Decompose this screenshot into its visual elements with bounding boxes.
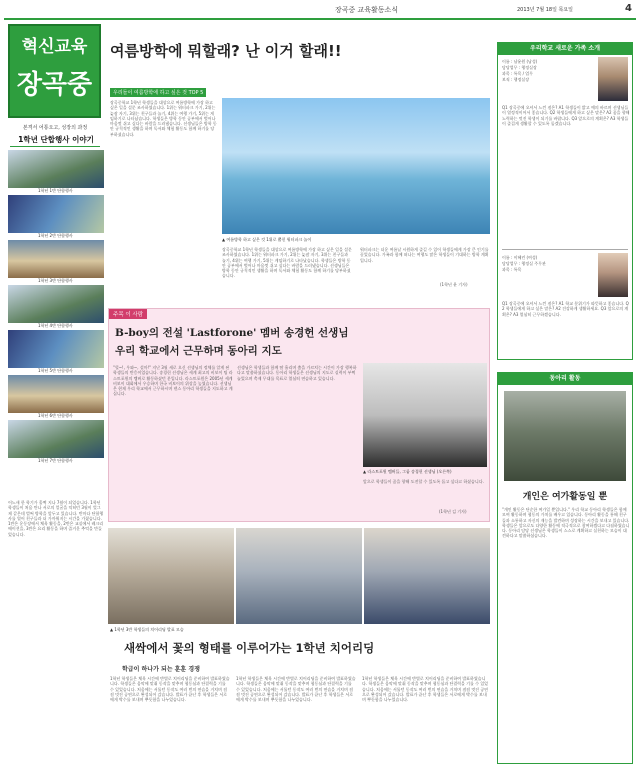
class-photo-label-6: 1학년 6반 단합행사 <box>38 413 73 418</box>
brand-line1: 혁신교육 <box>21 37 88 57</box>
class-photo-label-2: 1학년 2반 단합행사 <box>38 233 73 238</box>
person1-info-3: 보직 : 행정실장 <box>502 77 530 82</box>
class-photo-1 <box>8 150 104 188</box>
person2-qa: Q1 장곡중에 오셔서 느낀 점은? A1 학교 분위기가 따뜻하고 좋습니다. Q2 학생들에게 하고 싶은 말은? A2 건강하게 생활하세요. Q3 앞으로의 계획은? A3 열심히 근무하겠습니다. <box>502 301 629 317</box>
feature-body-col2: 선생님은 학생들과 함께 땀 흘리며 춤을 가르치는 시간이 가장 행복하다고 말씀하셨습니다. 동아리 학생들은 선생님의 지도로 실력이 부쩍 늘었으며 축제 무대를 목표로 열심히 연습하고 있습니다. <box>237 365 357 381</box>
class-photo-label-7: 1학년 7반 단합행사 <box>38 458 73 463</box>
feature-section-tag: 주목 이 사람 <box>109 309 147 319</box>
bboy-photo-caption: ▲ 라스트포원 멤버들, 그룹 송경헌 선생님 (오른쪽) <box>363 469 452 474</box>
article1-col1: 장곡중학교 1학년 학생들을 대상으로 여름방학에 가장 하고 싶은 일을 설문 조사하였습니다. 1위는 워터파크 가기, 2위는 늦잠 자기, 3위는 친구들과 놀기, 4위는 여행 가기, 5위는 게임하기로 나타났습니다. 학생들은 방학 동안 공부에서 벗어나 마음껏 쉬고 싶다는 바람을 드러냈습니다. 선생님들은 방학 동안 규칙적인 생활을 하며 독서와 체험 활동도 함께 하기를 당부하셨습니다. <box>110 100 217 137</box>
class-photo-3 <box>8 240 104 278</box>
cheer-photo-1 <box>108 528 234 624</box>
person2-info-2: 과목 : 특목 <box>502 267 522 272</box>
class-photo-7 <box>8 420 104 458</box>
cheer-subhead: 학급이 하나가 되는 훈훈 경쟁 <box>122 666 200 673</box>
header-date-issue: 2013년 7월 18일 목요일 <box>517 7 574 13</box>
person1-info-2: 과목 : 특목 / 업무 <box>502 71 533 76</box>
article1-col3: 워터파크는 더운 여름날 시원하게 즐길 수 있어 학생들에게 가장 큰 인기를 끌었습니다. 가족과 함께 떠나는 여행도 많은 학생들이 기대하는 방학 계획입니다. <box>360 247 489 263</box>
club-headline: 개인은 여가활동일 뿐 <box>522 492 608 502</box>
page-header <box>5 4 635 18</box>
waterpark-photo <box>222 98 490 234</box>
class-photo-4 <box>8 285 104 323</box>
header-page-number: 4 <box>625 3 632 14</box>
club-body: "개인 활동은 단순한 여가일 뿐입니다." 우리 학교 동아리 학생들은 함께 모여 활동하며 협동의 가치를 배우고 있습니다. 동아리 활동을 통해 친구들과 소통하고 자신의 재능을 발견하며 성장하는 시간을 보내고 있습니다. 학생들은 앞으로도 다양한 활동에 적극적으로 참여하겠다고 다짐하였습니다. 동아리 담당 선생님은 학생들이 스스로 계획하고 실천하는 모습이 대견하다고 말씀하셨습니다. <box>502 507 630 539</box>
cheer-photo-2 <box>236 528 362 624</box>
sidebar-subline: 본격서 어통오고, 성장의 과정 <box>22 125 88 131</box>
class-photo-label-3: 1학년 3반 단합행사 <box>38 278 73 283</box>
top5-label: 우리들이 여름방학에 하고 싶은 것 TOP 5 <box>110 88 206 97</box>
feature-headline-2: 우리 학교에서 근무하며 동아리 지도 <box>115 345 282 357</box>
sidebar-body-text: 어느새 한 학기가 훌쩍 지나 7월이 되었습니다. 1학년 학생들이 처음 만나 서로의 얼굴을 익히던 3월이 엊그제 같은데 벌써 방학을 앞두고 있습니다. 반마다 단합행사를 열어 친구들과 더 가까워지는 시간을 가졌습니다. 1반은 운동장에서 체육 활동을, 2반은 교실에서 레크리에이션을, 3반은 요리 활동을 하며 즐거운 추억을 만들었습니다. <box>8 500 104 537</box>
person2-info-1: 담당업무 : 행정실 주무관 <box>502 261 546 266</box>
new-family-box <box>497 42 633 360</box>
club-box <box>497 372 633 764</box>
bboy-photo <box>363 363 487 467</box>
person1-info-0: 이름 : 남윤원 (남성) <box>502 59 538 64</box>
class-photo-label-5: 1학년 5반 단합행사 <box>38 368 73 373</box>
class-photo-6 <box>8 375 104 413</box>
cheer-body-col2: 1학년 학생들은 체육 시간에 반별로 치어리딩을 준비하여 발표하였습니다. 학생들은 음악에 맞춰 동작을 맞추며 협동심과 단결력을 기를 수 있었습니다. 처음에는 서툴던 동작도 여러 번의 연습을 거치며 점점 멋진 공연으로 완성되어 갔습니다. 발표가 끝난 후 학생들은 서로에게 박수를 보내며 뿌듯함을 나누었습니다. <box>236 676 356 703</box>
new-family-title: 우리학교 새로운 가족 소개 <box>498 43 632 55</box>
person1-info-1: 담당업무 : 행정실장 <box>502 65 537 70</box>
sidebar-feature-title: 1학년 단합행사 이야기 <box>18 135 94 144</box>
cheer-body-col3: 1학년 학생들은 체육 시간에 반별로 치어리딩을 준비하여 발표하였습니다. 학생들은 음악에 맞춰 동작을 맞추며 협동심과 단결력을 기를 수 있었습니다. 처음에는 서툴던 동작도 여러 번의 연습을 거치며 점점 멋진 공연으로 완성되어 갔습니다. 발표가 끝난 후 학생들은 서로에게 박수를 보내며 뿌듯함을 나누었습니다. <box>362 676 489 703</box>
header-section-title: 장곡중 교육활동소식 <box>335 6 399 14</box>
feature-article-box <box>108 308 490 522</box>
feature-body-col3: 앞으로 학생들이 꿈을 향해 도전할 수 있도록 돕고 싶다고 하셨습니다. <box>363 479 484 484</box>
class-photo-label-1: 1학년 1반 단합행사 <box>38 188 73 193</box>
cheer-headline: 새싹에서 꽃의 형태를 이루어가는 1학년 치어리딩 <box>124 641 375 655</box>
header-rule <box>4 18 636 20</box>
cheer-photo-3 <box>364 528 490 624</box>
waterpark-caption: ▲ 여름방학 하고 싶은 것 1위로 뽑힌 워터파크 놀이 <box>222 237 312 242</box>
article1-byline: (1학년 윤 기자) <box>440 282 468 287</box>
sidebar-divider <box>10 146 100 147</box>
person1-qa: Q1 장곡중에 오셔서 느낀 점은? A1 학생들이 밝고 예의 바르며 선생님들이 열정적이어서 좋습니다. Q2 학생들에게 하고 싶은 말은? A2 꿈을 향해 노력하는 멋진 학생이 되기를 바랍니다. Q3 앞으로의 계획은? A3 학생들이 즐겁게 생활할 수 있도록 돕겠습니다. <box>502 105 630 126</box>
club-title: 동아리 활동 <box>498 373 632 385</box>
cheer-body-col1: 1학년 학생들은 체육 시간에 반별로 치어리딩을 준비하여 발표하였습니다. 학생들은 음악에 맞춰 동작을 맞추며 협동심과 단결력을 기를 수 있었습니다. 처음에는 서툴던 동작도 여러 번의 연습을 거치며 점점 멋진 공연으로 완성되어 갔습니다. 발표가 끝난 후 학생들은 서로에게 박수를 보내며 뿌듯함을 나누었습니다. <box>110 676 230 703</box>
feature-headline-1: B-boy의 전설 'Lastforone' 멤버 송경헌 선생님 <box>115 327 349 339</box>
sidebar-photo-grid <box>8 150 104 495</box>
club-photo <box>504 391 626 481</box>
cheer-photo-caption: ▲ 1학년 3반 학생들의 치어리딩 발표 모습 <box>110 627 184 632</box>
person2-photo <box>598 253 628 297</box>
main-headline: 여름방학에 뭐할래? 난 이거 할래!! <box>110 42 342 60</box>
person2-info-0: 이름 : 이혜린 (여성) <box>502 255 538 260</box>
class-photo-label-4: 1학년 4반 단합행사 <box>38 323 73 328</box>
feature-body-col1: "헐~!, 우와~, 설마!" 지난 3월 새로 오신 선생님의 정체를 알게 된 학생들의 반응이었습니다. 송경헌 선생님은 세계 최고의 비보이 팀 라스트포원의 멤버로 활동하셨던 분입니다. 라스트포원은 2005년 세계 비보이 대회에서 우승하며 한국 비보이의 위상을 높였습니다. 선생님은 현재 우리 학교에서 근무하시며 댄스 동아리 학생들을 지도하고 계십니다. <box>113 365 233 397</box>
article1-col2: 장곡중학교 1학년 학생들을 대상으로 여름방학에 가장 하고 싶은 일을 설문 조사하였습니다. 1위는 워터파크 가기, 2위는 늦잠 자기, 3위는 친구들과 놀기, 4위는 여행 가기, 5위는 게임하기로 나타났습니다. 학생들은 방학 동안 공부에서 벗어나 마음껏 쉬고 싶다는 바람을 드러냈습니다. 선생님들은 방학 동안 규칙적인 생활을 하며 독서와 체험 활동도 함께 하기를 당부하셨습니다. <box>222 247 352 279</box>
brand-box <box>8 24 101 118</box>
class-photo-2 <box>8 195 104 233</box>
brand-line2: 장곡중 <box>16 70 93 100</box>
class-photo-5 <box>8 330 104 368</box>
person1-photo <box>598 57 628 101</box>
box-divider <box>502 249 628 250</box>
feature-byline: (1학년 김 기자) <box>439 509 467 514</box>
